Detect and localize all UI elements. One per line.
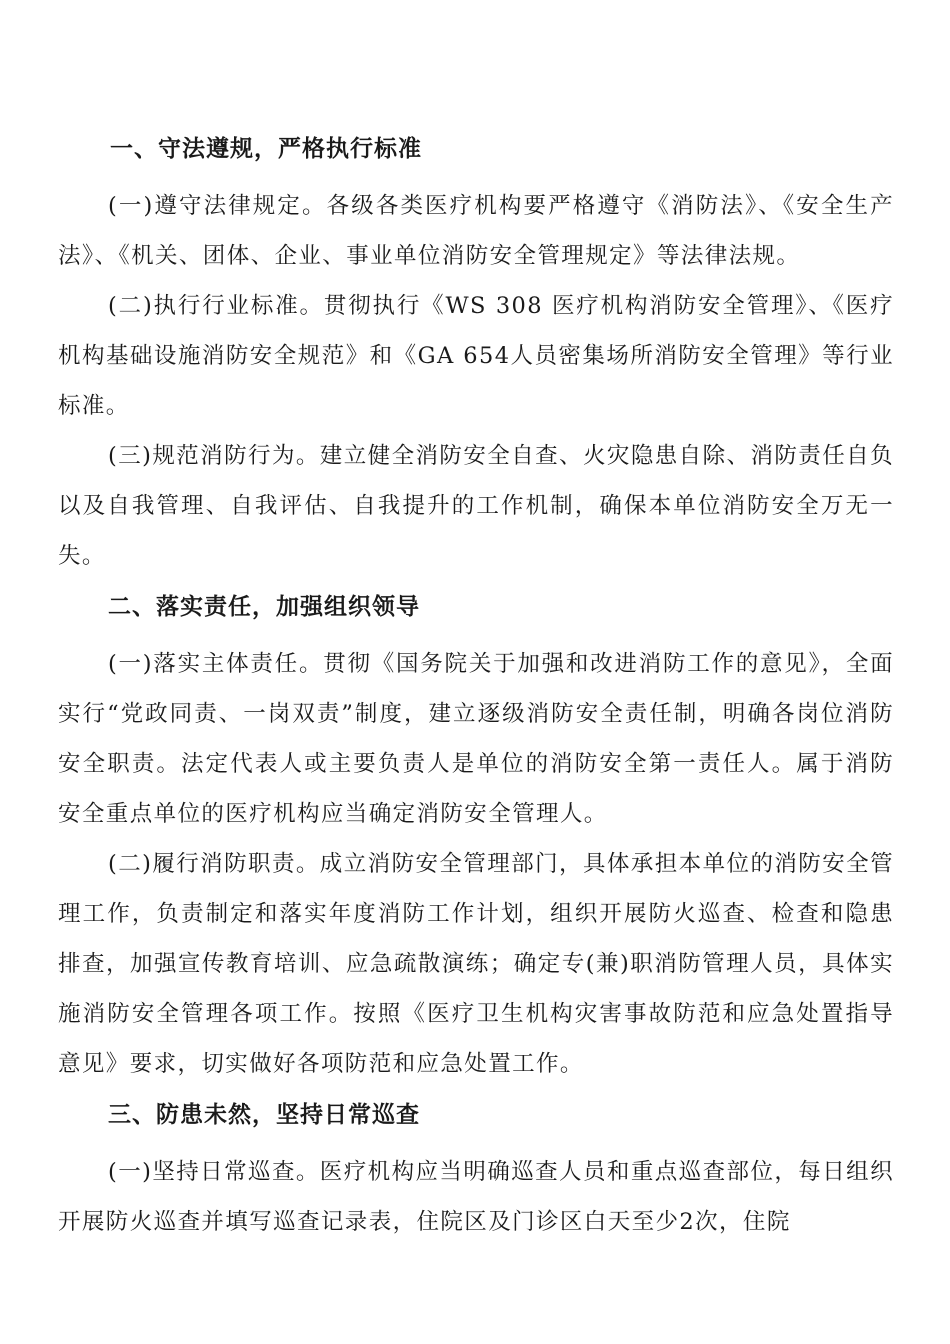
paragraph-1-3: (三)规范消防行为。建立健全消防安全自查、火灾隐患自除、消防责任自负以及自我管理、自我评估、自我提升的工作机制，确保本单位消防安全万无一失。 bbox=[58, 443, 894, 569]
section-heading-2: 二、落实责任，加强组织领导 bbox=[108, 594, 420, 620]
paragraph-2-1: (一)落实主体责任。贯彻《国务院关于加强和改进消防工作的意见》，全面实行“党政同责、一岗双责”制度，建立逐级消防安全责任制，明确各岗位消防安全职责。法定代表人或主要负责人是单位的消防安全第一责任人。属于消防安全重点单位的医疗机构应当确定消防安全管理人。 bbox=[58, 651, 894, 827]
paragraph-1-2: (二)执行行业标准。贯彻执行《WS 308 医疗机构消防安全管理》、《医疗机构基础设施消防安全规范》和《GA 654人员密集场所消防安全管理》等行业标准。 bbox=[58, 293, 894, 419]
section-heading-1: 一、守法遵规，严格执行标准 bbox=[110, 136, 422, 162]
paragraph-2-2: (二)履行消防职责。成立消防安全管理部门，具体承担本单位的消防安全管理工作，负责制定和落实年度消防工作计划，组织开展防火巡查、检查和隐患排查，加强宣传教育培训、应急疏散演练；确定专(兼)职消防管理人员，具体实施消防安全管理各项工作。按照《医疗卫生机构灾害事故防范和应急处置指导意见》要求，切实做好各项防范和应急处置工作。 bbox=[58, 851, 894, 1077]
paragraph-1-1: (一)遵守法律规定。各级各类医疗机构要严格遵守《消防法》、《安全生产法》、《机关、团体、企业、事业单位消防安全管理规定》等法律法规。 bbox=[58, 193, 894, 269]
section-heading-3: 三、防患未然，坚持日常巡查 bbox=[108, 1102, 420, 1128]
paragraph-3-1: (一)坚持日常巡查。医疗机构应当明确巡查人员和重点巡查部位，每日组织开展防火巡查并填写巡查记录表，住院区及门诊区白天至少2次，住院 bbox=[58, 1159, 894, 1235]
